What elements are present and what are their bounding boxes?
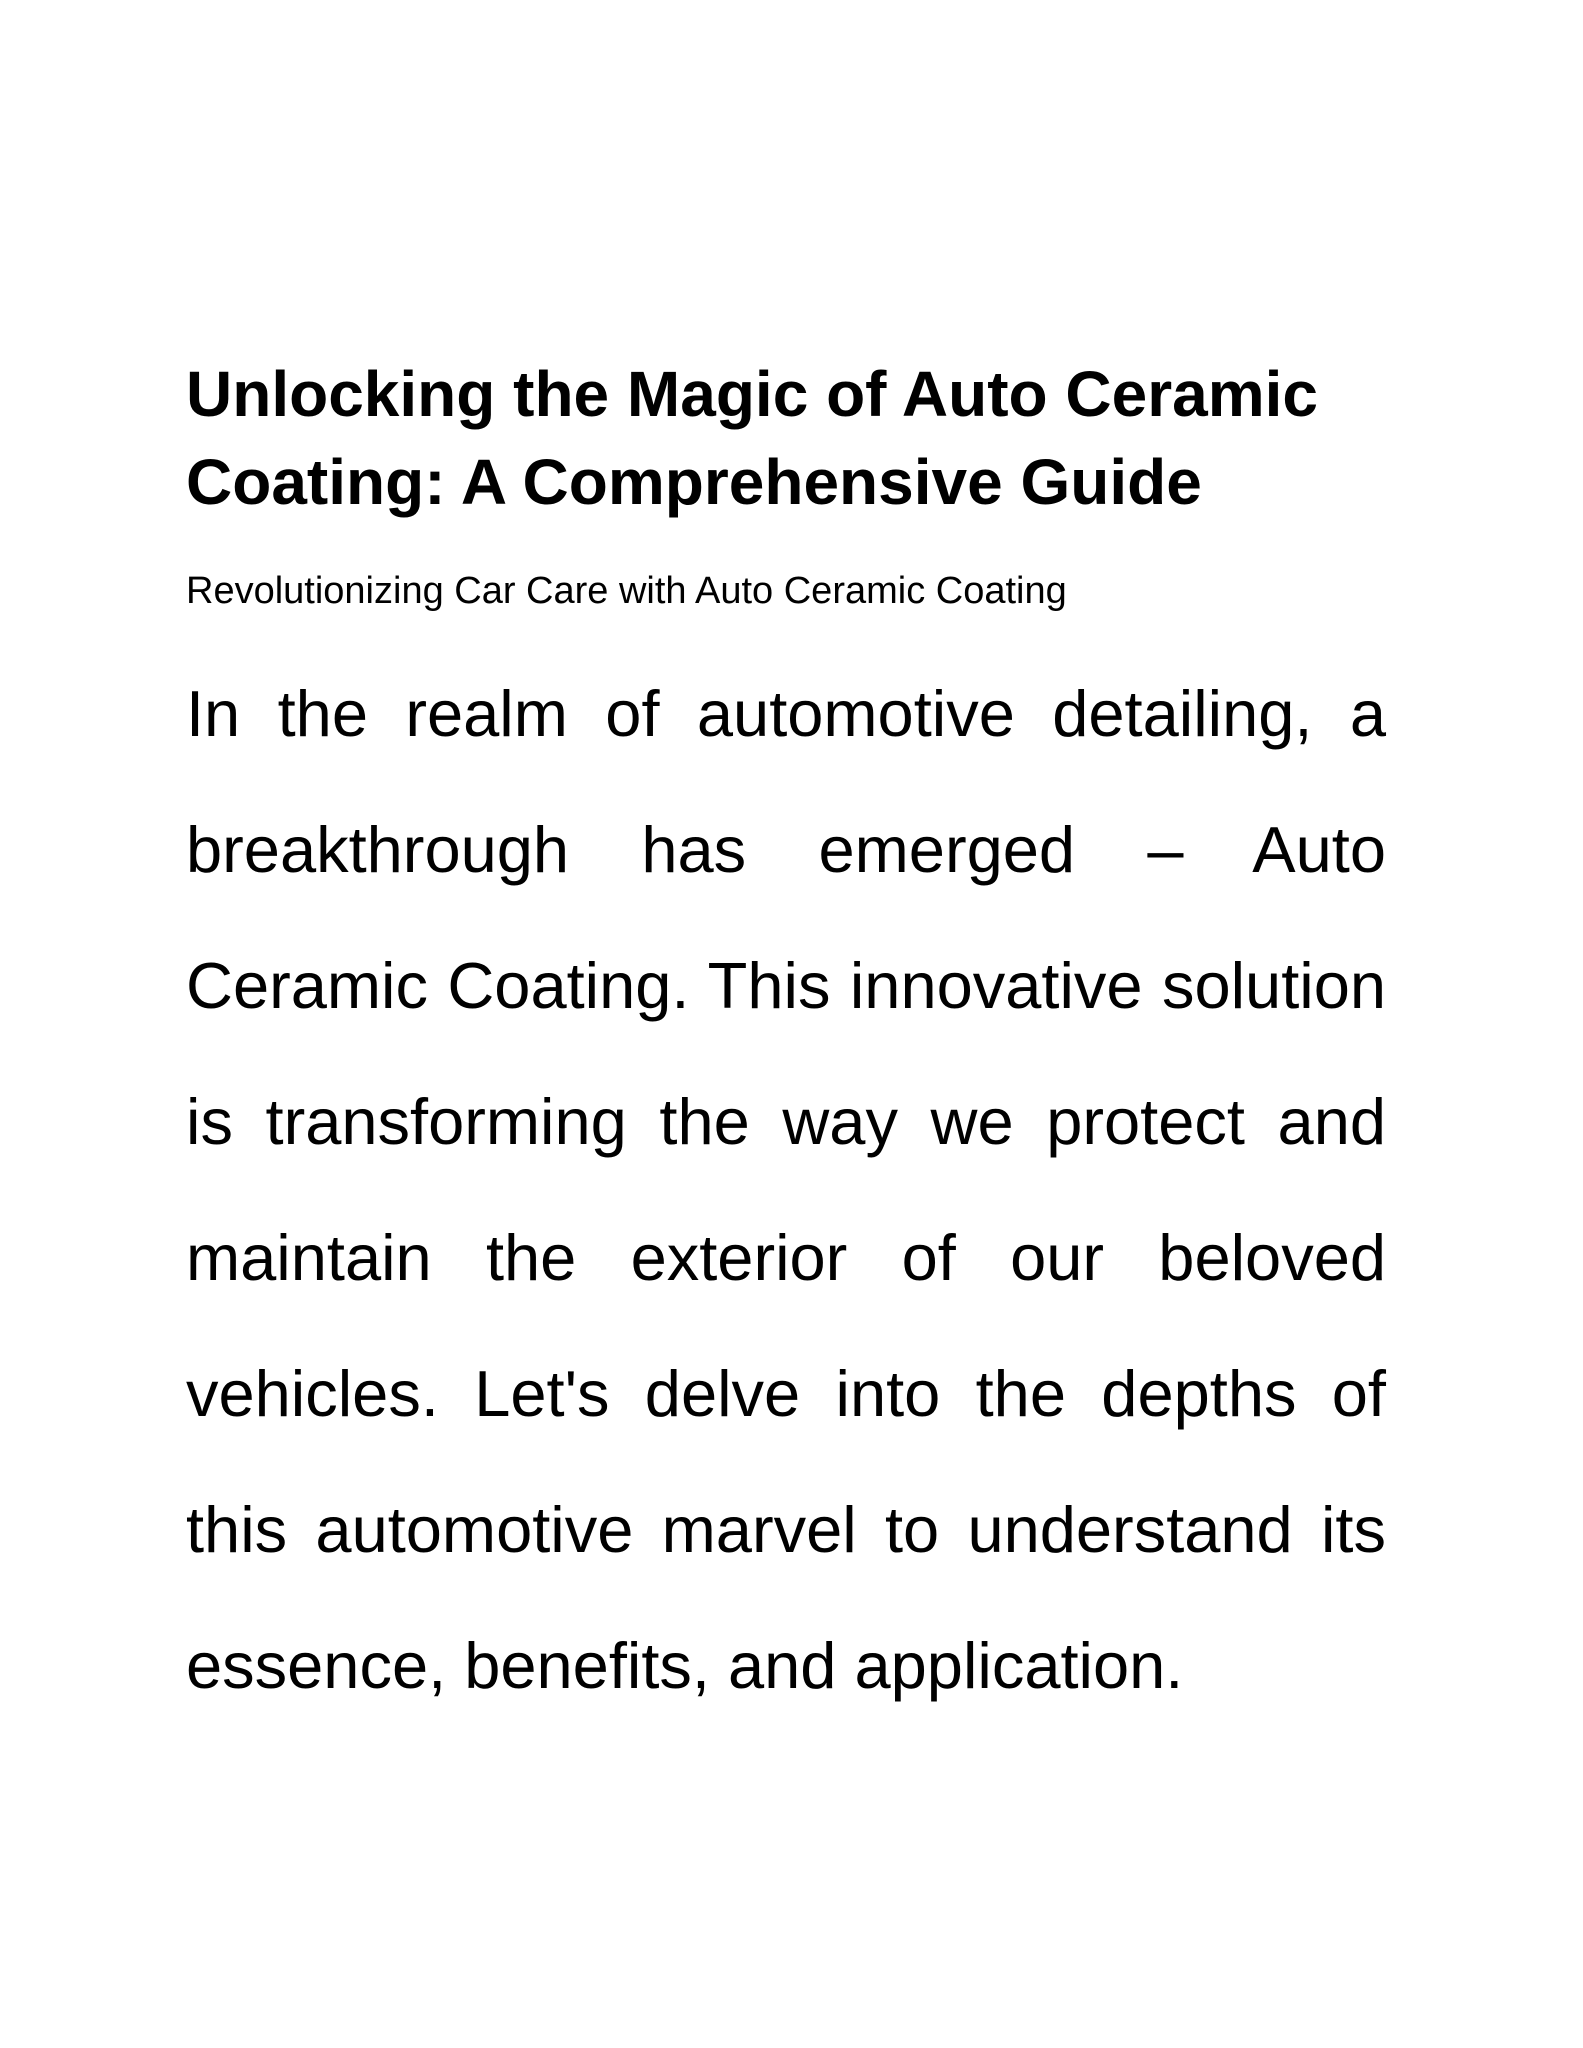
document-title: Unlocking the Magic of Auto Ceramic Coating: A Comprehensive Guide: [186, 358, 1318, 518]
intro-paragraph: In the realm of automotive detailing, a breakthrough has emerged – Auto Ceramic Coating. This innovative solution is transforming the way we protect and maintain the exterior of our beloved vehicles. Let's delve into the depths of this automotive marvel to understand its essence, benefits, and application.: [186, 677, 1386, 1702]
document-subtitle: Revolutionizing Car Care with Auto Ceramic Coating: [186, 570, 1067, 612]
document-content: [186, 350, 1386, 1734]
